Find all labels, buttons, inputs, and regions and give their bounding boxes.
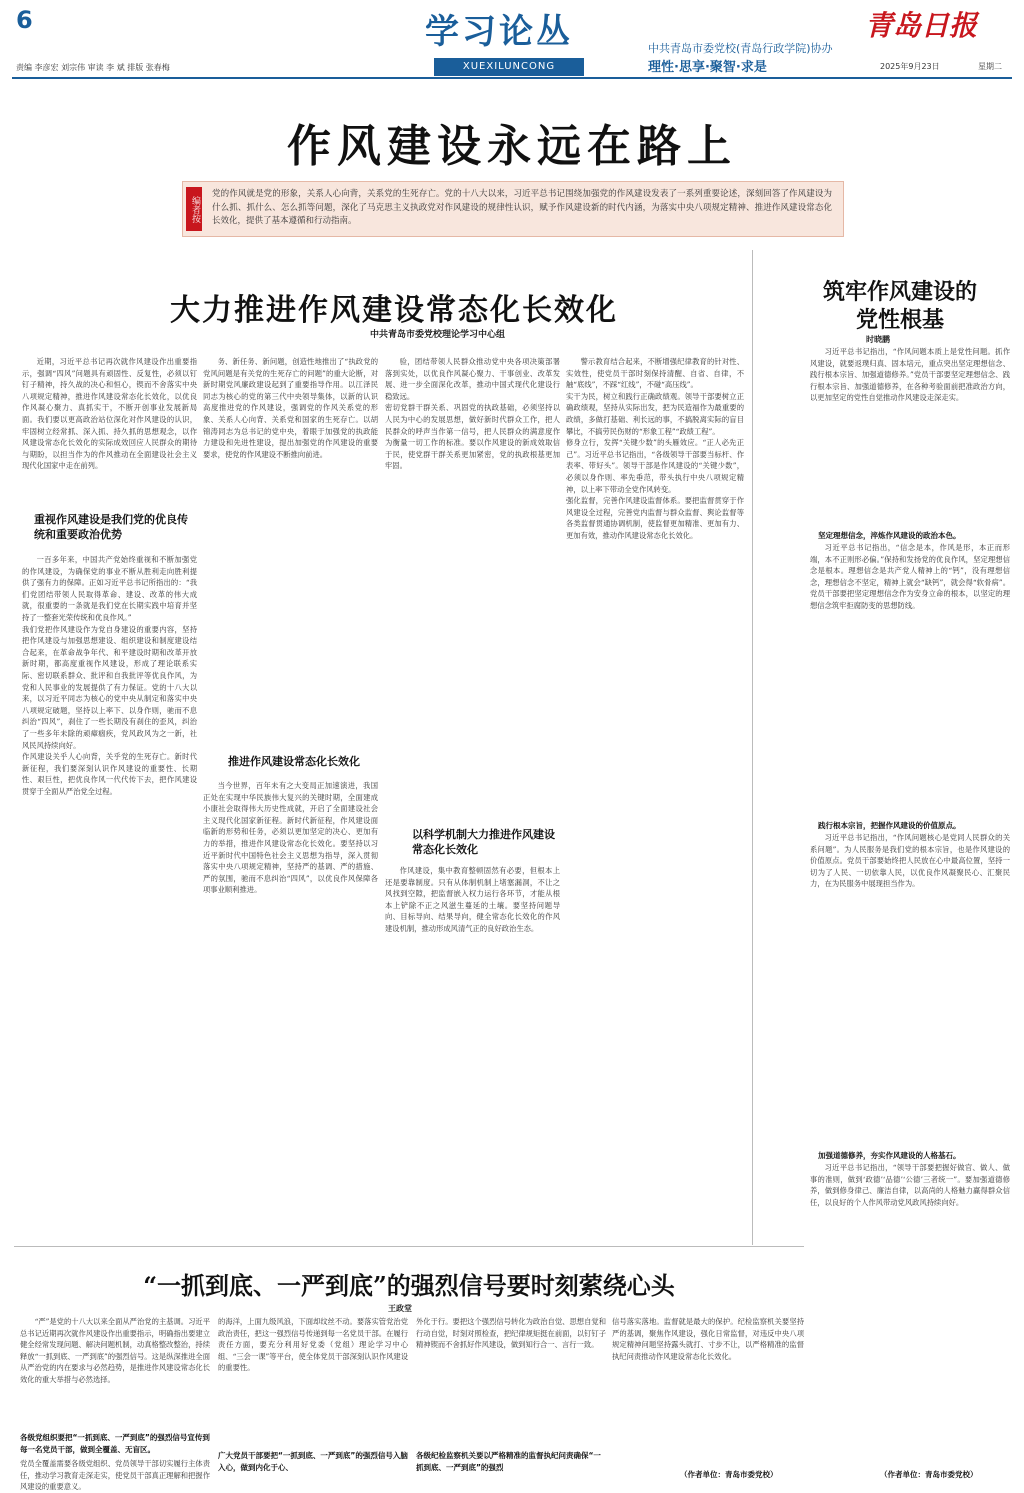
article1-byline: 中共青岛市委党校理论学习中心组 bbox=[370, 330, 506, 340]
article3-source: （作者单位：青岛市委党校） bbox=[680, 1470, 778, 1479]
weekday: 星期二 bbox=[978, 62, 1002, 71]
main-headline: 作风建设永远在路上 bbox=[287, 121, 737, 172]
section-pinyin: XUEXILUNCONG bbox=[434, 58, 584, 76]
article3-col3-subhead: 各级纪检监察机关要以严格精准的监督执纪问责确保“一抓到底、一严到底”的强烈 bbox=[416, 1451, 601, 1472]
co-organizer: 中共青岛市委党校(青岛行政学院)协办 bbox=[648, 42, 833, 55]
newspaper-logo: 青岛日报 bbox=[865, 9, 978, 42]
article1-col3-subhead: 以科学机制大力推进作风建设常态化长效化 bbox=[412, 828, 555, 856]
article3-col2-body: 的海洋，上面九级风浪，下面却纹丝不动。要落实管党治党政治责任，把这一强烈信号传递到每一名党员干部。在履行责任方面，要充分利用好党委（党组）理论学习中心组、“三会一课”等平台，使全体党员干部深刻认识作风建设的重要性。 bbox=[218, 1317, 408, 1373]
article1-title: 大力推进作风建设常态化长效化 bbox=[170, 293, 618, 328]
date: 2025年9月23日 bbox=[880, 62, 940, 71]
article2-author: 时晓鹏 bbox=[866, 335, 890, 344]
article1-col1-intro: 近期，习近平总书记再次就作风建设作出重要指示，强调“四风”问题具有顽固性、反复性，必须以钉钉子精神，持久战的决心和恒心，锲而不舍落实中央八项规定精神，推进作风建设常态化长效化，以优良作风凝心聚力、真抓实干，不断开创事业发展新局面。我们要以更高政治站位深化对作风建设的认识，牢固树立经常抓、深入抓、持久抓的思想观念，以作风建设常态化长效化的实际成效回应人民群众的期待与期盼，以担当作为的作风推动在全面建设社会主义现代化国家中走在前列。 bbox=[22, 357, 197, 471]
article2-subhead-3: 加强道德修养，夯实作风建设的人格基石。 bbox=[818, 1151, 961, 1160]
article3-title: “一抓到底、一严到底”的强烈信号要时刻萦绕心头 bbox=[143, 1271, 675, 1300]
article2-body-3: 习近平总书记指出，“领导干部要把握好做官、做人、做事的准则，做到‘政德’‘品德’‘公德’三者统一”。要加强道德修养，做到修身律己、廉洁自律，以高尚的人格魅力赢得群众信任，以良好的个人作风带动党风政风持续向好。 bbox=[810, 1163, 1010, 1207]
masthead-rule bbox=[12, 77, 1012, 79]
article1-col1-subhead: 重视作风建设是我们党的优良传统和重要政治优势 bbox=[34, 513, 188, 541]
article2-subhead-2: 践行根本宗旨，把握作风建设的价值原点。 bbox=[818, 821, 961, 830]
editor-note-label: 编者按 bbox=[186, 187, 202, 231]
article1-col1-body: 一百多年来，中国共产党始终重视和不断加强党的作风建设，为确保党的事业不断从胜利走向胜利提供了强有力的保障。正如习近平总书记所指出的：“我们党团结带领人民取得革命、建设、改革的伟大成就，很重要的一条就是我们党在长期实践中培育并坚持了一整套光荣传统和优良作风。” 我们党把作风建设作为党自身建设的重要内容，坚持把作风建设与加强思想建设、组织建设和制度建设结合起来，在革命战争年代、和平建设时期和改革开放新时期，都高度重视作风建设，形成了理论联系实际、密切联系群众、批评和自我批评等优良作风，为党和人民事业的发展提供了有力保证。党的十八大以来，以习近平同志为核心的党中央从制定和落实中央八项规定破题，坚持以上率下、以身作则，驰而不息纠治“四风”，刹住了一些长期没有刹住的歪风，纠治了一些多年未除的顽瘴痼疾，党风政风为之一新，社风民风持续向好。 作风建设关乎人心向背，关乎党的生死存亡。新时代新征程，我们要深刻认识作风建设的重要性、长期性、艰巨性，把优良作风一代代传下去，把作风建设贯穿于全面从严治党全过程。 bbox=[22, 555, 197, 796]
article3-col3-body: 外化于行。要把这个强烈信号转化为政治自觉、思想自觉和行动自觉，时刻对照检查，把纪律规矩挺在前面，以钉钉子精神锲而不舍抓好作风建设，做到知行合一、言行一致。 bbox=[416, 1317, 606, 1350]
slogan: 理性·思享·聚智·求是 bbox=[648, 60, 767, 75]
article2-title: 筑牢作风建设的党性根基 bbox=[822, 279, 977, 333]
article2-intro: 习近平总书记指出，“作风问题本质上是党性问题。抓作风建设，就要返璞归真、固本培元，重点突出坚定理想信念、践行根本宗旨、加强道德修养。”党员干部要坚定理想信念、践行根本宗旨、加强道德修养，在各种考验面前把准政治方向，以更加坚定的党性自觉推动作风建设走深走实。 bbox=[810, 347, 1010, 403]
article1-col2-body: 务、新任务、新问题，创造性地推出了“执政党的党风问题是有关党的生死存亡的问题”的重大论断，对新时期党风廉政建设起到了重要指导作用。以江泽民同志为核心的党的第三代中央领导集体，以新的认识高度推进党的作风建设，强调党的作风关系党的形象、关系人心向背、关系党和国家的生死存亡。以胡锦涛同志为总书记的党中央，着眼于加强党的执政能力建设和先进性建设，提出加强党的作风建设的重要要求，使党的作风建设不断推向前进。 bbox=[203, 357, 378, 459]
article3-col1-subhead: 各级党组织要把“一抓到底、一严到底”的强烈信号宣传到每一名党员干部，做到全覆盖、无盲区。 bbox=[20, 1433, 210, 1454]
article2-source: （作者单位：青岛市委党校） bbox=[880, 1470, 978, 1479]
article3-col1-body: 党员全覆盖需要各级党组织、党员领导干部切实履行主体责任，推动学习教育走深走实，使党员干部真正理解和把握作风建设的重要意义。 bbox=[20, 1459, 210, 1492]
editor-note-text: 党的作风就是党的形象，关系人心向背，关系党的生死存亡。党的十八大以来，习近平总书记围绕加强党的作风建设发表了一系列重要论述，深刻回答了作风建设为什么抓、抓什么、怎么抓等问题，深化了马克思主义执政党对作风建设的规律性认识，赋予作风建设新的时代内涵，为落实中央八项规定精神、推进作风建设常态化长效化，提供了基本遵循和行动指南。 bbox=[212, 189, 832, 226]
article1-col4-body: 警示教育结合起来，不断增强纪律教育的针对性、实效性，使党员干部时刻保持清醒、自省、自律，不触“底线”，不踩“红线”，不碰“高压线”。 实干为民，树立和践行正确政绩观。领导干部要树立正确政绩观，坚持从实际出发，把为民造福作为最重要的政绩，多做打基础、利长远的事，不搞脱离实际的盲目攀比，不搞劳民伤财的“形象工程”“政绩工程”。 修身立行，发挥“关键少数”的头雁效应。“正人必先正己”。习近平总书记指出，“各级领导干部要当标杆、作表率、带好头”。领导干部是作风建设的“关键少数”，必须以身作则、率先垂范，带头执行中央八项规定精神，以上率下带动全党作风转变。 强化监督，完善作风建设监督体系。要把监督贯穿于作风建设全过程，完善党内监督与群众监督、舆论监督等各类监督贯通协调机制，使监督更加精准、更加有力、更加有效，推动作风建设常态化长效化。 bbox=[566, 357, 744, 540]
article1-col2-body2: 当今世界，百年未有之大变局正加速演进，我国正处在实现中华民族伟大复兴的关键时期，全面建成小康社会取得伟大历史性成就，开启了全面建设社会主义现代化国家新征程。新时代新征程，作风建设面临新的形势和任务，必须以更加坚定的决心、更加有力的举措，推进作风建设常态化长效化。要坚持以习近平新时代中国特色社会主义思想为指导，深入贯彻落实中央八项规定精神，坚持严的基调、严的措施、严的氛围，驰而不息纠治“四风”，以优良作风保障各项事业顺利推进。 bbox=[203, 781, 378, 895]
editors-line: 责编 李彦宏 刘宗伟 审读 李 斌 排版 张春梅 bbox=[16, 63, 170, 72]
article1-col3-body2: 作风建设，集中教育整顿固然有必要，但根本上还是要靠制度。只有从体制机制上堵塞漏洞，不让之风找到空隙，把监督嵌入权力运行各环节，才能从根本上铲除不正之风滋生蔓延的土壤。要坚持问题导向、目标导向、结果导向，健全常态化长效化的作风建设机制，推动形成风清气正的良好政治生态。 bbox=[385, 866, 560, 933]
article2-body-2: 习近平总书记指出，“作风问题核心是党同人民群众的关系问题”。为人民服务是我们党的根本宗旨，也是作风建设的价值原点。党员干部要始终把人民放在心中最高位置，坚持一切为了人民、一切依靠人民，以优良作风凝聚民心、汇聚民力，在为民服务中展现担当作为。 bbox=[810, 833, 1010, 889]
article2-body-1: 习近平总书记指出，“信念是本，作风是形，本正而形端，本不正则形必偏。”保持和发扬党的优良作风，坚定理想信念是根本。理想信念是共产党人精神上的“钙”，没有理想信念，理想信念不坚定，精神上就会“缺钙”，就会得“软骨病”。党员干部要把坚定理想信念作为安身立命的根本，以坚定的理想信念筑牢拒腐防变的思想防线。 bbox=[810, 543, 1010, 610]
article1-col2-subhead: 推进作风建设常态化长效化 bbox=[228, 755, 360, 768]
section-title: 学习论丛 bbox=[425, 12, 573, 52]
article3-author: 王政堂 bbox=[388, 1304, 412, 1313]
article2-subhead-1: 坚定理想信念，淬炼作风建设的政治本色。 bbox=[818, 531, 961, 540]
article3-top-rule bbox=[14, 1246, 804, 1247]
article3-col4-body: 信号落实落地。监督就是最大的保护。纪检监察机关要坚持严的基调，聚焦作风建设，强化日常监督，对违反中央八项规定精神问题坚持露头就打、寸步不让，以严格精准的监督执纪问责推动作风建设常态化长效化。 bbox=[612, 1317, 804, 1361]
article3-col2-subhead: 广大党员干部要把“一抓到底、一严到底”的强烈信号入脑入心，做到内化于心、 bbox=[218, 1451, 408, 1472]
article3-col1-intro: “严”是党的十八大以来全面从严治党的主基调。习近平总书记近期再次就作风建设作出重要指示，明确指出要建立健全经常发现问题、解决问题机制，动真格整改整治，持续释放“一抓到底、一严到底”的强烈信号。这是纵深推进全面从严治党的内在要求与必然趋势，是推进作风建设常态化长效化的重大举措与必然选择。 bbox=[20, 1317, 210, 1384]
page-number: 6 bbox=[16, 6, 33, 34]
article1-col3-body: 验，团结带领人民群众推动党中央各项决策部署落到实处，以优良作风凝心聚力、干事创业、改革发展、进一步全面深化改革，推动中国式现代化建设行稳致远。 密切党群干群关系、巩固党的执政基础，必须坚持以人民为中心的发展思想，做好新时代群众工作，把人民群众的呼声当作第一信号，把人民群众的满意度作为衡量一切工作的标准。要以作风建设的新成效取信于民，使党群干群关系更加紧密，党的执政根基更加牢固。 bbox=[385, 357, 560, 471]
column-divider bbox=[752, 250, 753, 1245]
